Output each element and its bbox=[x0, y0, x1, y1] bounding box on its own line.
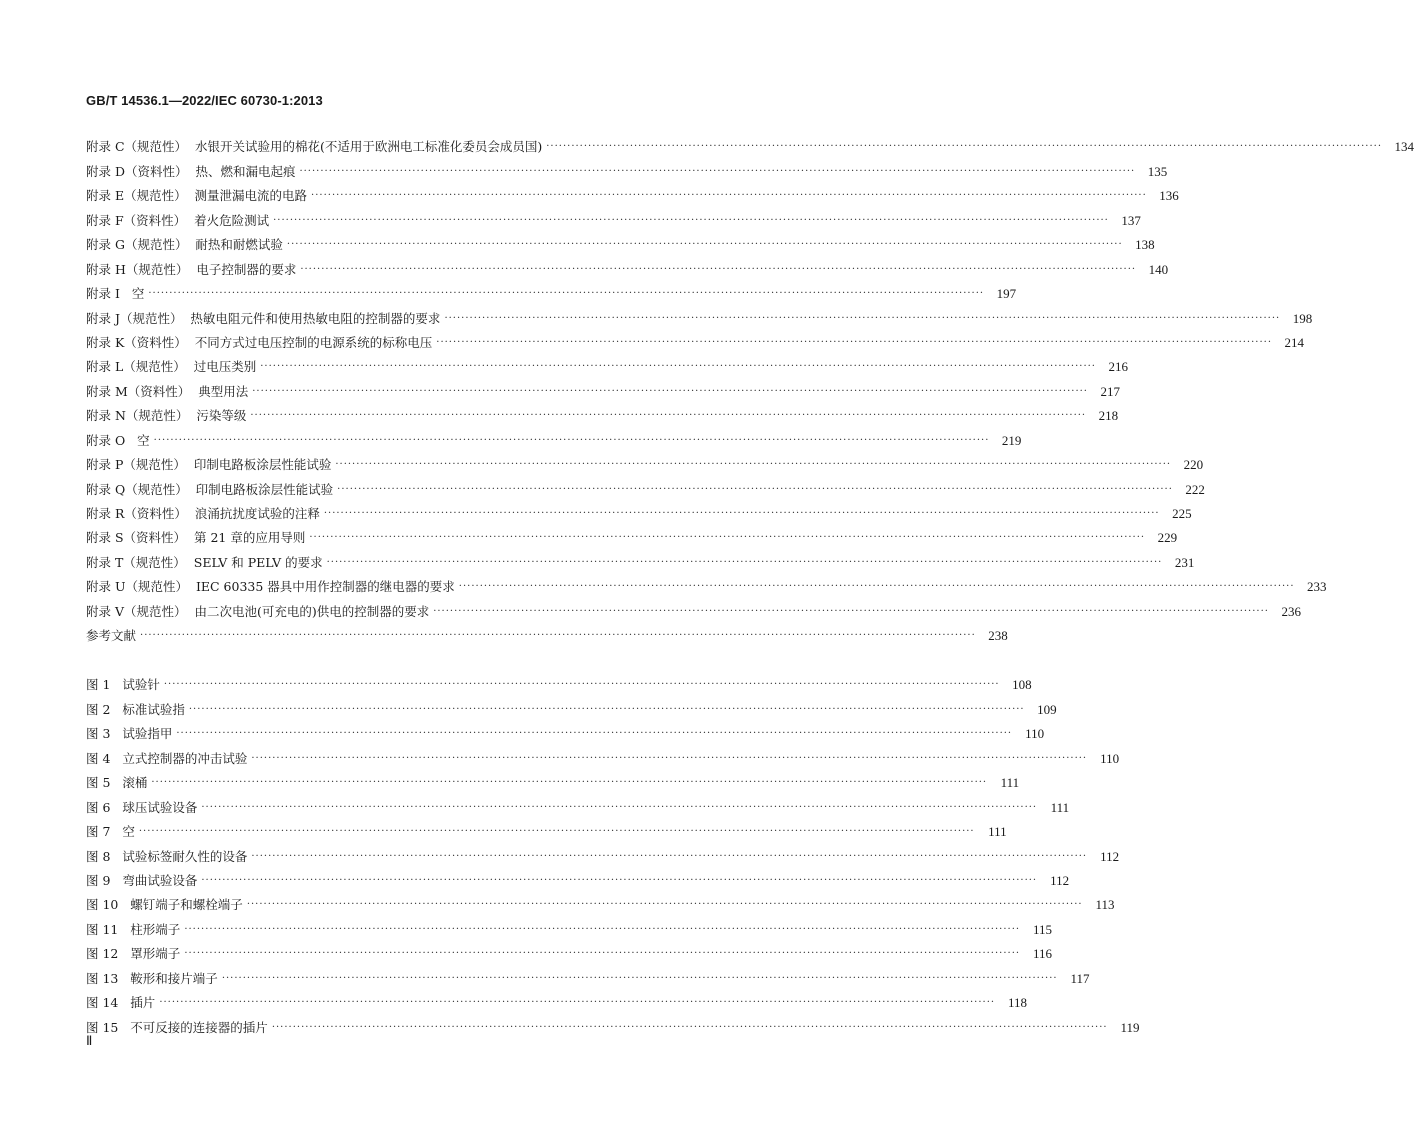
annex-contents-list bbox=[86, 130, 1414, 644]
dot-leader: ········································································································································································································ bbox=[271, 1021, 1108, 1033]
toc-entry-page: 117 bbox=[1070, 970, 1090, 986]
figure-toc-entry[interactable] bbox=[86, 888, 1115, 913]
toc-entry-page: 111 bbox=[988, 824, 1007, 840]
dot-leader: ········································································································································································································ bbox=[246, 899, 1083, 911]
dot-leader: ········································································································································································································ bbox=[309, 532, 1146, 544]
toc-entry-title: 图 3 试验指甲 bbox=[86, 726, 173, 742]
figure-toc-entry[interactable] bbox=[86, 790, 1070, 815]
annex-toc-entry[interactable] bbox=[86, 472, 1205, 497]
toc-entry-page: 115 bbox=[1033, 921, 1053, 937]
dot-leader: ········································································································································································································ bbox=[250, 410, 1087, 422]
dot-leader: ········································································································································································································ bbox=[444, 312, 1281, 324]
dot-leader: ········································································································································································································ bbox=[335, 459, 1172, 471]
toc-entry-title: 附录 I 空 bbox=[86, 286, 145, 302]
annex-toc-entry[interactable] bbox=[86, 570, 1327, 595]
annex-toc-entry[interactable] bbox=[86, 594, 1301, 619]
annex-toc-entry[interactable] bbox=[86, 423, 1022, 448]
dot-leader: ········································································································································································································ bbox=[148, 288, 985, 300]
dot-leader: ········································································································································································································ bbox=[326, 556, 1163, 568]
toc-entry-page: 113 bbox=[1095, 897, 1115, 913]
figure-toc-entry[interactable] bbox=[86, 766, 1020, 791]
toc-entry-title: 附录 U（规范性） IEC 60335 器具中用作控制器的继电器的要求 bbox=[86, 579, 455, 595]
annex-toc-entry[interactable] bbox=[86, 228, 1155, 253]
toc-entry-title: 图 7 空 bbox=[86, 824, 135, 840]
toc-entry-title: 图 4 立式控制器的冲击试验 bbox=[86, 750, 248, 766]
dot-leader: ········································································································································································································ bbox=[176, 728, 1013, 740]
annex-toc-entry[interactable] bbox=[86, 399, 1119, 424]
annex-toc-entry[interactable] bbox=[86, 130, 1414, 155]
toc-entry-page: 110 bbox=[1025, 726, 1045, 742]
toc-entry-title: 图 14 插片 bbox=[86, 995, 156, 1011]
toc-entry-page: 220 bbox=[1183, 457, 1204, 473]
dot-leader: ········································································································································································································ bbox=[188, 703, 1025, 715]
figure-toc-entry[interactable] bbox=[86, 912, 1053, 937]
dot-leader: ········································································································································································································ bbox=[299, 165, 1136, 177]
toc-entry-page: 118 bbox=[1008, 995, 1028, 1011]
figure-toc-entry[interactable] bbox=[86, 692, 1057, 717]
toc-entry-page: 135 bbox=[1147, 163, 1168, 179]
annex-toc-entry[interactable] bbox=[86, 277, 1017, 302]
dot-leader: ········································································································································································································ bbox=[163, 679, 1000, 691]
figure-toc-entry[interactable] bbox=[86, 961, 1090, 986]
toc-entry-page: 137 bbox=[1121, 212, 1141, 228]
toc-entry-title: 附录 V（规范性） 由二次电池(可充电的)供电的控制器的要求 bbox=[86, 603, 430, 619]
toc-entry-title: 附录 K（资料性） 不同方式过电压控制的电源系统的标称电压 bbox=[86, 334, 433, 350]
toc-entry-title: 附录 P（规范性） 印制电路板涂层性能试验 bbox=[86, 457, 332, 473]
annex-toc-entry[interactable] bbox=[86, 448, 1204, 473]
toc-entry-title: 附录 M（资料性） 典型用法 bbox=[86, 383, 249, 399]
toc-entry-title: 图 11 柱形端子 bbox=[86, 921, 181, 937]
dot-leader: ········································································································································································································ bbox=[151, 777, 988, 789]
figure-toc-entry[interactable] bbox=[86, 864, 1070, 888]
toc-entry-page: 219 bbox=[1001, 432, 1022, 448]
dot-leader: ········································································································································································································ bbox=[140, 630, 976, 642]
dot-leader: ········································································································································································································ bbox=[251, 850, 1088, 862]
dot-leader: ········································································································································································································ bbox=[433, 605, 1269, 617]
figure-toc-entry[interactable] bbox=[86, 668, 1032, 693]
toc-entry-page: 233 bbox=[1307, 579, 1327, 595]
toc-entry-page: 222 bbox=[1185, 481, 1205, 497]
toc-entry-page: 140 bbox=[1148, 261, 1169, 277]
toc-entry-title: 附录 J（规范性） 热敏电阻元件和使用热敏电阻的控制器的要求 bbox=[86, 310, 441, 326]
toc-entry-page: 214 bbox=[1284, 334, 1305, 350]
toc-entry-page: 229 bbox=[1157, 530, 1178, 546]
dot-leader: ········································································································································································································ bbox=[323, 508, 1160, 519]
annex-toc-entry[interactable] bbox=[86, 350, 1128, 375]
toc-entry-page: 134 bbox=[1394, 139, 1414, 155]
dot-leader: ········································································································································································································ bbox=[273, 214, 1109, 226]
dot-leader: ········································································································································································································ bbox=[252, 385, 1088, 397]
annex-toc-entry[interactable] bbox=[86, 203, 1141, 228]
toc-entry-title: 图 5 滚桶 bbox=[86, 775, 148, 791]
toc-entry-page: 198 bbox=[1292, 310, 1313, 326]
figure-toc-entry[interactable] bbox=[86, 937, 1053, 962]
toc-entry-page: 112 bbox=[1050, 872, 1070, 888]
toc-entry-title: 附录 D（资料性） 热、燃和漏电起痕 bbox=[86, 163, 296, 179]
annex-toc-entry[interactable] bbox=[86, 326, 1305, 350]
toc-entry-title: 图 9 弯曲试验设备 bbox=[86, 872, 198, 888]
toc-entry-title: 附录 E（规范性） 测量泄漏电流的电路 bbox=[86, 188, 308, 204]
dot-leader: ········································································································································································································ bbox=[286, 239, 1123, 251]
toc-entry-page: 217 bbox=[1100, 383, 1120, 399]
dot-leader: ········································································································································································································ bbox=[138, 826, 975, 838]
annex-toc-entry[interactable] bbox=[86, 252, 1169, 277]
figure-toc-entry[interactable] bbox=[86, 815, 1007, 840]
toc-entry-title: 附录 N（规范性） 污染等级 bbox=[86, 408, 247, 424]
annex-toc-entry[interactable] bbox=[86, 521, 1178, 546]
toc-entry-page: 110 bbox=[1100, 750, 1120, 766]
toc-entry-title: 附录 G（规范性） 耐热和耐燃试验 bbox=[86, 237, 283, 253]
toc-entry-title: 附录 L（规范性） 过电压类别 bbox=[86, 359, 257, 375]
toc-entry-page: 116 bbox=[1033, 946, 1053, 962]
toc-entry-title: 附录 C（规范性） 水银开关试验用的棉花(不适用于欧洲电工标准化委员会成员国) bbox=[86, 139, 543, 155]
toc-entry-page: 231 bbox=[1174, 554, 1195, 570]
toc-entry-title: 图 8 试验标签耐久性的设备 bbox=[86, 848, 248, 864]
toc-entry-page: 111 bbox=[1000, 775, 1020, 791]
toc-entry-title: 图 15 不可反接的连接器的插片 bbox=[86, 1019, 268, 1035]
annex-toc-entry[interactable] bbox=[86, 154, 1168, 179]
toc-entry-title: 附录 R（资料性） 浪涌抗扰度试验的注释 bbox=[86, 506, 320, 521]
annex-toc-entry[interactable] bbox=[86, 179, 1179, 204]
dot-leader: ········································································································································································································ bbox=[300, 263, 1137, 275]
dot-leader: ········································································································································································································ bbox=[251, 752, 1088, 764]
dot-leader: ········································································································································································································ bbox=[436, 336, 1273, 348]
annex-toc-entry[interactable] bbox=[86, 545, 1195, 570]
annex-toc-entry[interactable] bbox=[86, 301, 1313, 326]
figure-contents-list bbox=[86, 668, 1140, 1035]
annex-toc-entry[interactable] bbox=[86, 374, 1120, 399]
toc-entry-title: 附录 Q（规范性） 印制电路板涂层性能试验 bbox=[86, 481, 334, 497]
dot-leader: ········································································································································································································ bbox=[546, 141, 1382, 153]
toc-entry-title: 图 10 螺钉端子和螺栓端子 bbox=[86, 897, 243, 913]
dot-leader: ········································································································································································································ bbox=[159, 997, 996, 1009]
toc-entry-page: 138 bbox=[1135, 237, 1155, 253]
figure-toc-entry[interactable] bbox=[86, 717, 1045, 742]
toc-entry-title: 图 1 试验针 bbox=[86, 677, 160, 693]
toc-entry-page: 225 bbox=[1172, 506, 1192, 521]
figure-toc-entry[interactable] bbox=[86, 986, 1028, 1011]
toc-entry-page: 119 bbox=[1120, 1019, 1140, 1035]
page-number: Ⅱ bbox=[86, 1033, 93, 1048]
toc-entry-page: 216 bbox=[1108, 359, 1128, 375]
figure-toc-entry[interactable] bbox=[86, 839, 1120, 864]
figure-toc-entry[interactable] bbox=[86, 741, 1120, 766]
dot-leader: ········································································································································································································ bbox=[337, 483, 1173, 495]
toc-entry-page: 108 bbox=[1012, 677, 1032, 693]
toc-entry-page: 218 bbox=[1098, 408, 1119, 424]
dot-leader: ········································································································································································································ bbox=[458, 581, 1295, 593]
dot-leader: ········································································································································································································ bbox=[311, 190, 1147, 202]
toc-entry-title: 图 13 鞍形和接片端子 bbox=[86, 970, 218, 986]
dot-leader: ········································································································································································································ bbox=[153, 434, 990, 446]
dot-leader: ········································································································································································································ bbox=[260, 361, 1096, 373]
dot-leader: ········································································································································································································ bbox=[184, 923, 1021, 935]
toc-entry-title: 图 12 罩形端子 bbox=[86, 946, 181, 962]
toc-entry-page: 112 bbox=[1100, 848, 1120, 864]
annex-toc-entry[interactable] bbox=[86, 619, 1008, 644]
document-header: GB/T 14536.1—2022/IEC 60730-1:2013 bbox=[86, 93, 323, 108]
dot-leader: ········································································································································································································ bbox=[201, 801, 1038, 813]
toc-entry-page: 236 bbox=[1281, 603, 1301, 619]
dot-leader: ········································································································································································································ bbox=[221, 972, 1058, 984]
toc-entry-title: 参考文献 bbox=[86, 628, 137, 644]
toc-entry-title: 图 2 标准试验指 bbox=[86, 701, 185, 717]
dot-leader: ········································································································································································································ bbox=[201, 874, 1038, 886]
toc-entry-page: 136 bbox=[1159, 188, 1179, 204]
toc-entry-page: 109 bbox=[1037, 701, 1057, 717]
toc-entry-page: 111 bbox=[1050, 799, 1070, 815]
toc-entry-title: 附录 T（规范性） SELV 和 PELV 的要求 bbox=[86, 554, 323, 570]
figure-toc-entry[interactable] bbox=[86, 1010, 1140, 1035]
annex-toc-entry[interactable] bbox=[86, 497, 1192, 521]
toc-entry-title: 附录 F（资料性） 着火危险测试 bbox=[86, 212, 270, 228]
toc-entry-title: 附录 H（规范性） 电子控制器的要求 bbox=[86, 261, 297, 277]
toc-entry-page: 197 bbox=[996, 286, 1017, 302]
toc-entry-title: 附录 O 空 bbox=[86, 432, 150, 448]
toc-entry-title: 附录 S（资料性） 第 21 章的应用导则 bbox=[86, 530, 306, 546]
dot-leader: ········································································································································································································ bbox=[184, 948, 1021, 960]
toc-entry-title: 图 6 球压试验设备 bbox=[86, 799, 198, 815]
toc-entry-page: 238 bbox=[988, 628, 1008, 644]
